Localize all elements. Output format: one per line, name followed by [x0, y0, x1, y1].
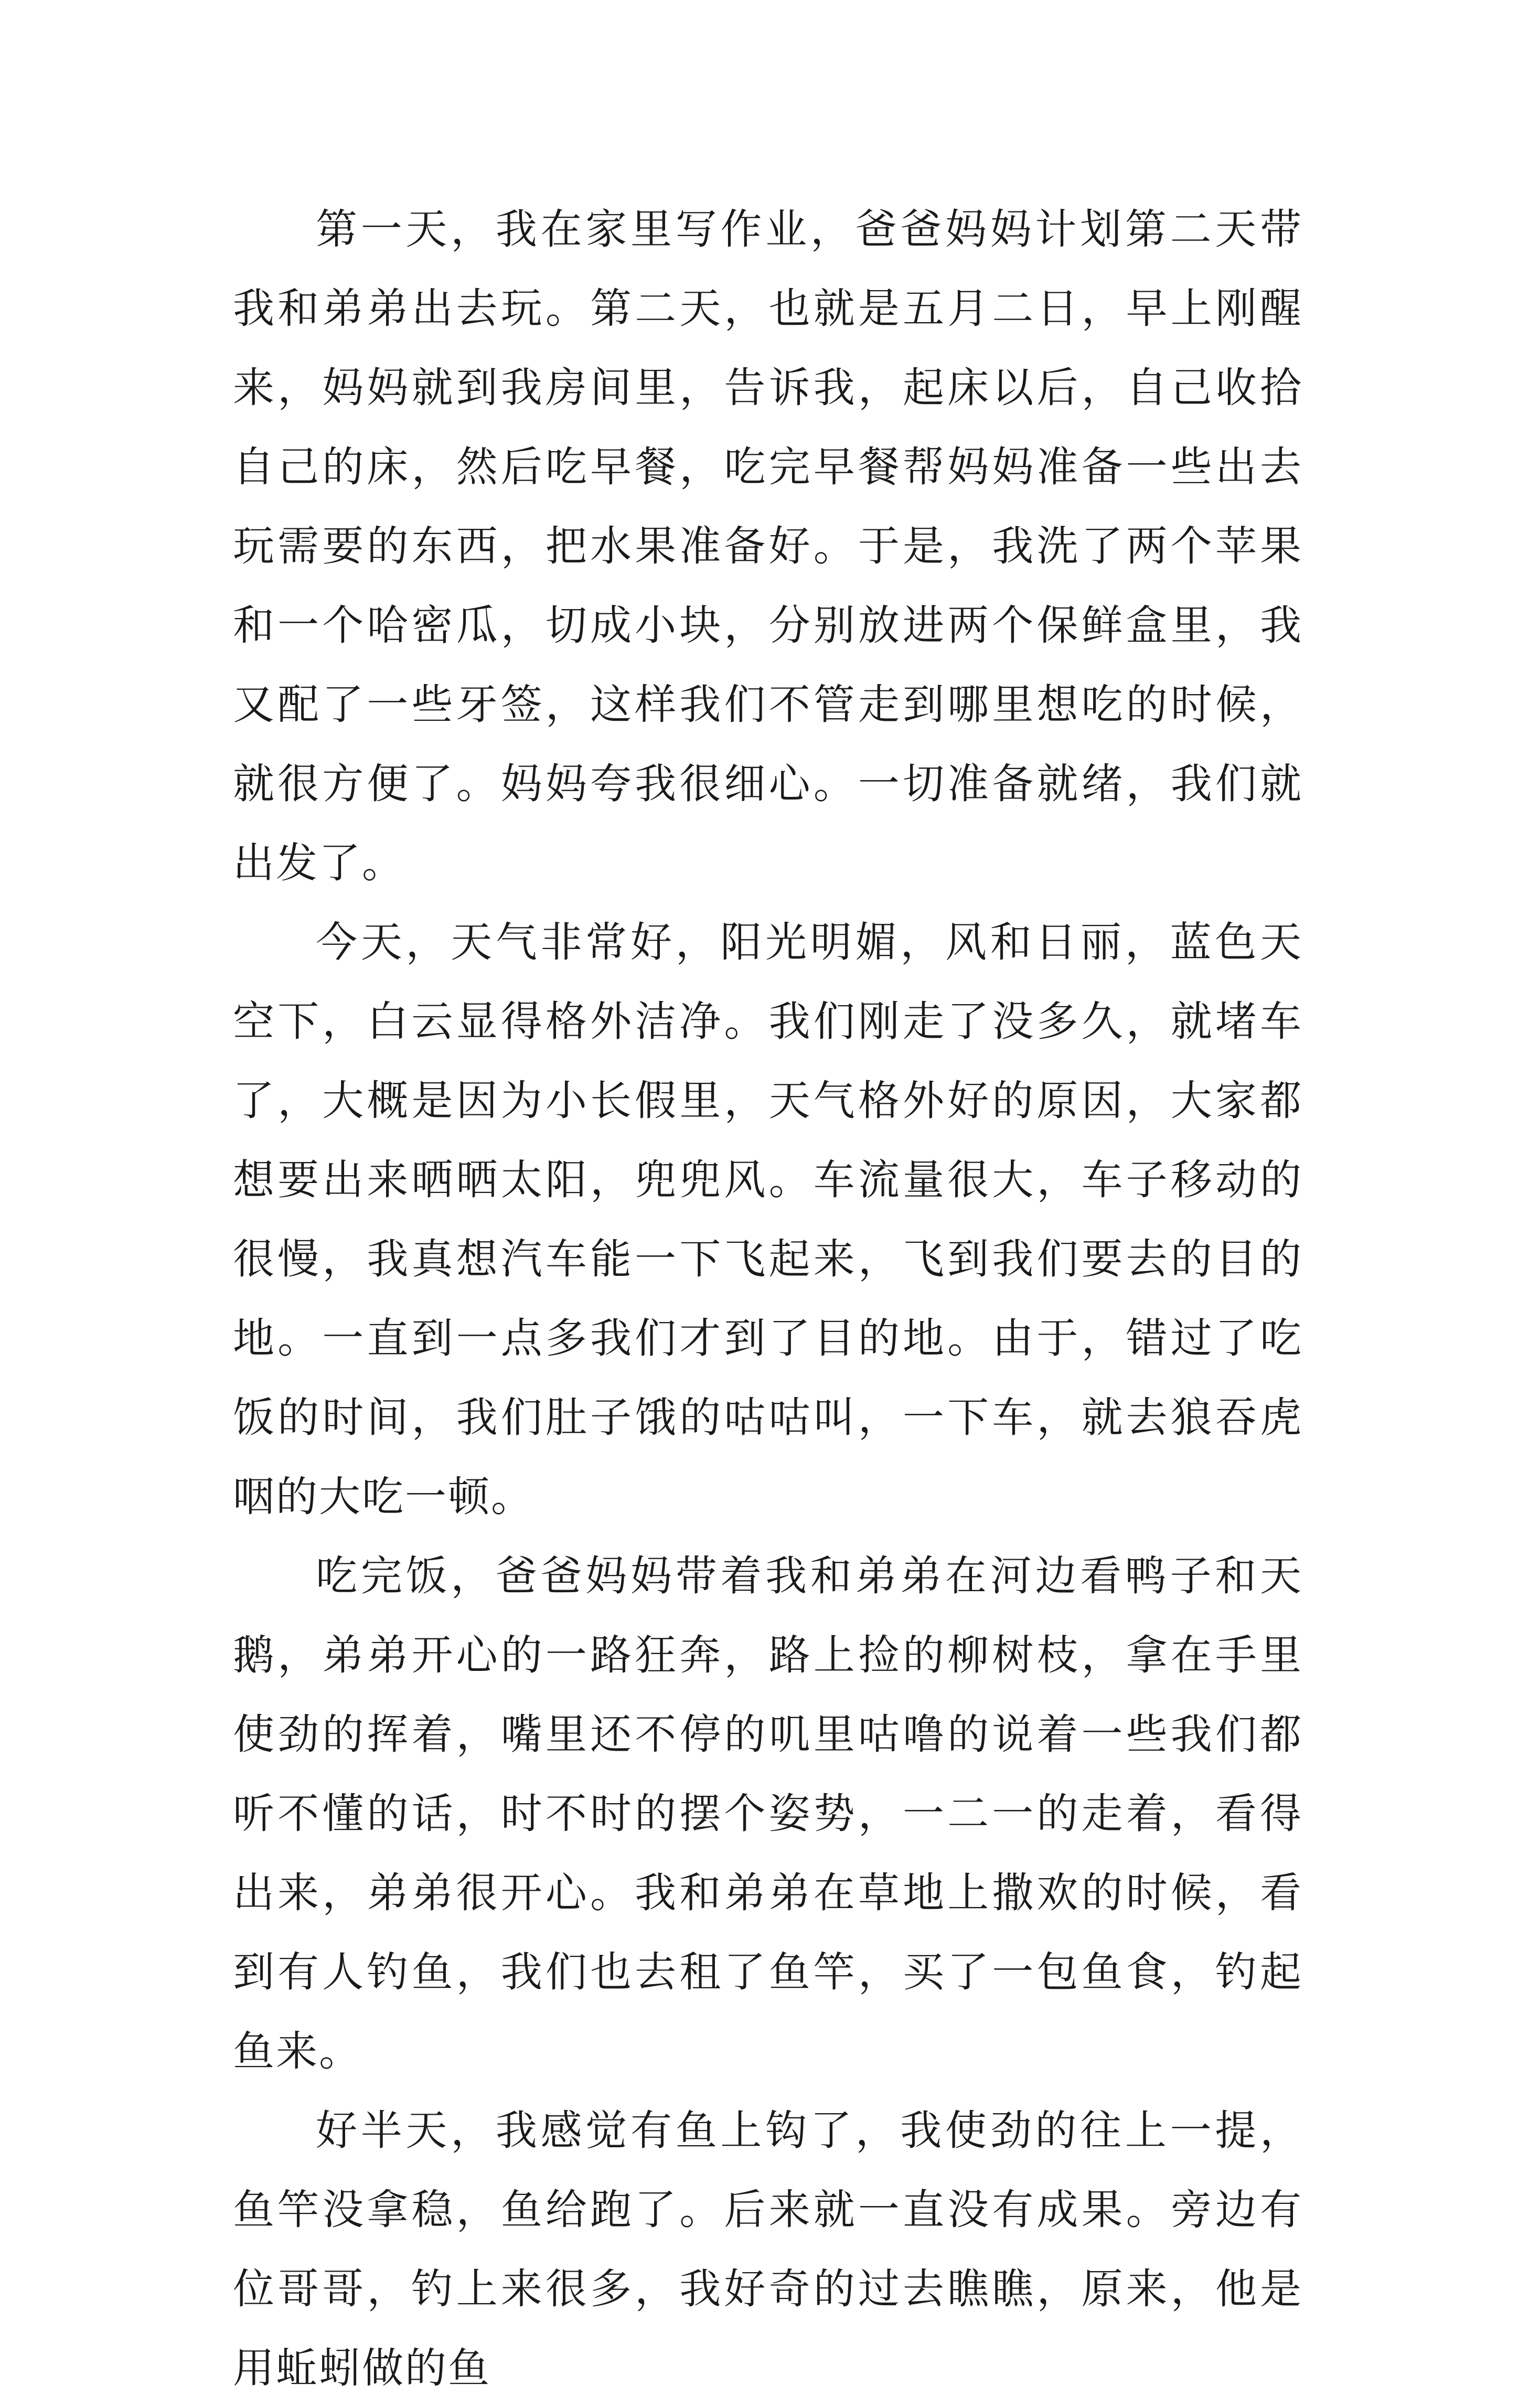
paragraph-3: 吃完饭，爸爸妈妈带着我和弟弟在河边看鸭子和天鹅，弟弟开心的一路狂奔，路上捡的柳树枝，拿在手里使劲的挥着，嘴里还不停的叽里咕噜的说着一些我们都听不懂的话，时不时的摆个姿势，一二一的走着，看得出来，弟弟很开心。我和弟弟在草地上撒欢的时候，看到有人钓鱼，我们也去租了鱼竿，买了一包鱼食，钓起鱼来。	[233, 1552, 1303, 2075]
paragraph-4: 好半天，我感觉有鱼上钩了，我使劲的往上一提，鱼竿没拿稳，鱼给跑了。后来就一直没有成果。旁边有位哥哥，钓上来很多，我好奇的过去瞧瞧，原来，他是用蚯蚓做的鱼	[233, 2106, 1303, 2392]
paragraph-1: 第一天，我在家里写作业，爸爸妈妈计划第二天带我和弟弟出去玩。第二天，也就是五月二日，早上刚醒来，妈妈就到我房间里，告诉我，起床以后，自己收拾自己的床，然后吃早餐，吃完早餐帮妈妈准备一些出去玩需要的东西，把水果准备好。于是，我洗了两个苹果和一个哈密瓜，切成小块，分别放进两个保鲜盒里，我又配了一些牙签，这样我们不管走到哪里想吃的时候，就很方便了。妈妈夸我很细心。一切准备就绪，我们就出发了。	[233, 205, 1303, 887]
paragraph-2: 今天，天气非常好，阳光明媚，风和日丽，蓝色天空下，白云显得格外洁净。我们刚走了没多久，就堵车了，大概是因为小长假里，天气格外好的原因，大家都想要出来晒晒太阳，兜兜风。车流量很大，车子移动的很慢，我真想汽车能一下飞起来，飞到我们要去的目的地。一直到一点多我们才到了目的地。由于，错过了吃饭的时间，我们肚子饿的咕咕叫，一下车，就去狼吞虎咽的大吃一顿。	[233, 918, 1303, 1521]
document-body	[233, 190, 1303, 2408]
